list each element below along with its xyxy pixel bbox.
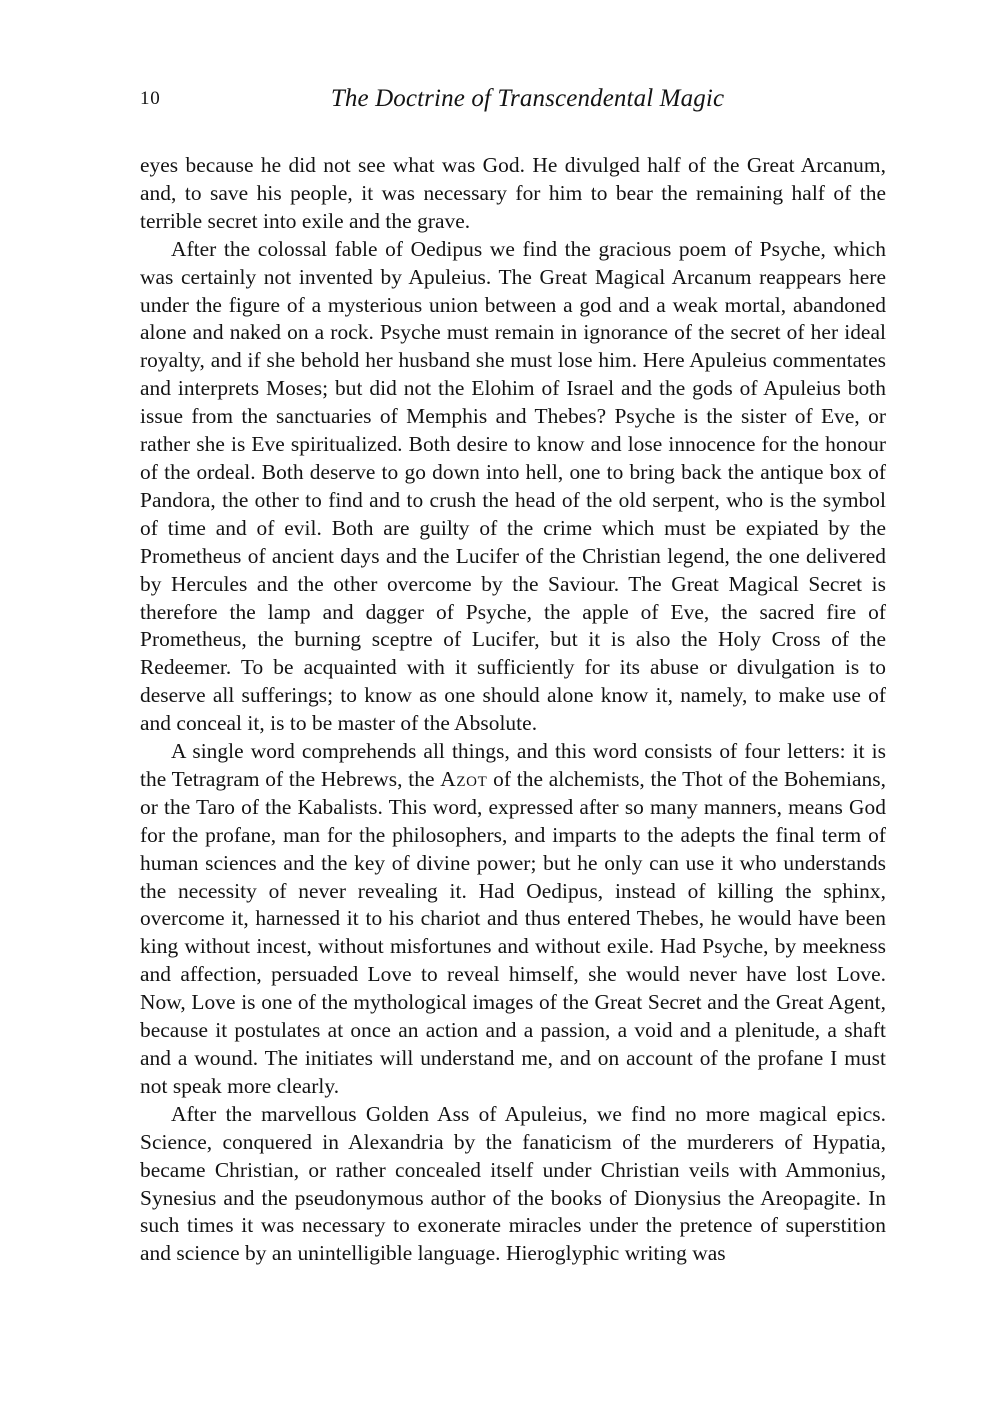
paragraph: After the colossal fable of Oedipus we find the gracious poem of Psyche, which was certainly not invented by Apuleius. The Great Magical Arcanum reappears here under the figure of a mysterious union between a god and a weak mortal, abandoned alone and naked on a rock. Psyche must remain in ignorance of the secret of her ideal royalty, and if she behold her husband she must lose him. Here Apuleius commentates and interprets Moses; but did not the Elohim of Israel and the gods of Apuleius both issue from the sanctuaries of Memphis and Thebes? Psyche is the sister of Eve, or rather she is Eve spiritualized. Both desire to know and lose innocence for the honour of the ordeal. Both deserve to go down into hell, one to bring back the antique box of Pandora, the other to find and to crush the head of the old serpent, who is the symbol of time and of evil. Both are guilty of the crime which must be expiated by the Prometheus of ancient days and the Lucifer of the Christian legend, the one delivered by Hercules and the other overcome by the Saviour. The Great Magical Secret is therefore the lamp and dagger of Psyche, the apple of Eve, the sacred fire of Prometheus, the burning sceptre of Lucifer, but it is also the Holy Cross of the Redeemer. To be acquainted with it sufficiently for its abuse or divulgation is to deserve all sufferings; to know as one should alone know it, namely, to make use of and conceal it, is to be master of the Absolute. [140,236,886,736]
paragraph-text-segment: of the alchemists, the Thot of the Bohemians, or the Taro of the Kabalists. This word, expressed after so many manners, means God for the profane, man for the philosophers, and imparts to the adepts the final term of human sciences and the key of divine power; but he only can use it who understands the necessity of never revealing it. Had Oedipus, instead of killing the sphinx, overcome it, harnessed it to his chariot and thus entered Thebes, he would have been king without incest, without misfortunes and without exile. Had Psyche, by meekness and affection, persuaded Love to reveal himself, she would never have lost Love. Now, Love is one of the mythological images of the Great Secret and the Great Agent, because it postulates at once an action and a passion, a void and a plenitude, a shaft and a wound. The initiates will understand me, and on account of the profane I must not speak more clearly. [140,766,886,1098]
running-header [140,82,885,116]
running-title: The Doctrine of Transcendental Magic [330,85,725,112]
page-number: 10 [140,88,161,109]
paragraph: After the marvellous Golden Ass of Apuleius, we find no more magical epics. Science, conquered in Alexandria by the fanaticism of the murderers of Hypatia, became Christian, or rather concealed itself under Christian veils with Ammonius, Synesius and the pseudonymous author of the books of Dionysius the Areopagite. In such times it was necessary to exonerate miracles under the pretence of superstition and science by an unintelligible language. Hieroglyphic writing was [140,1101,886,1266]
paragraph [140,738,886,1101]
paragraph-text-segment: A single word comprehends all things, and this word consists of four letters: it is the Tetragram of the Hebrews, the [140,739,886,791]
smallcaps-term-azot: Azot [440,766,488,791]
body-text [140,152,886,1268]
paragraph: eyes because he did not see what was God. He divulged half of the Great Arcanum, and, to save his people, it was necessary for him to bear the remaining half of the terrible secret into exile and the grave. [140,153,886,233]
